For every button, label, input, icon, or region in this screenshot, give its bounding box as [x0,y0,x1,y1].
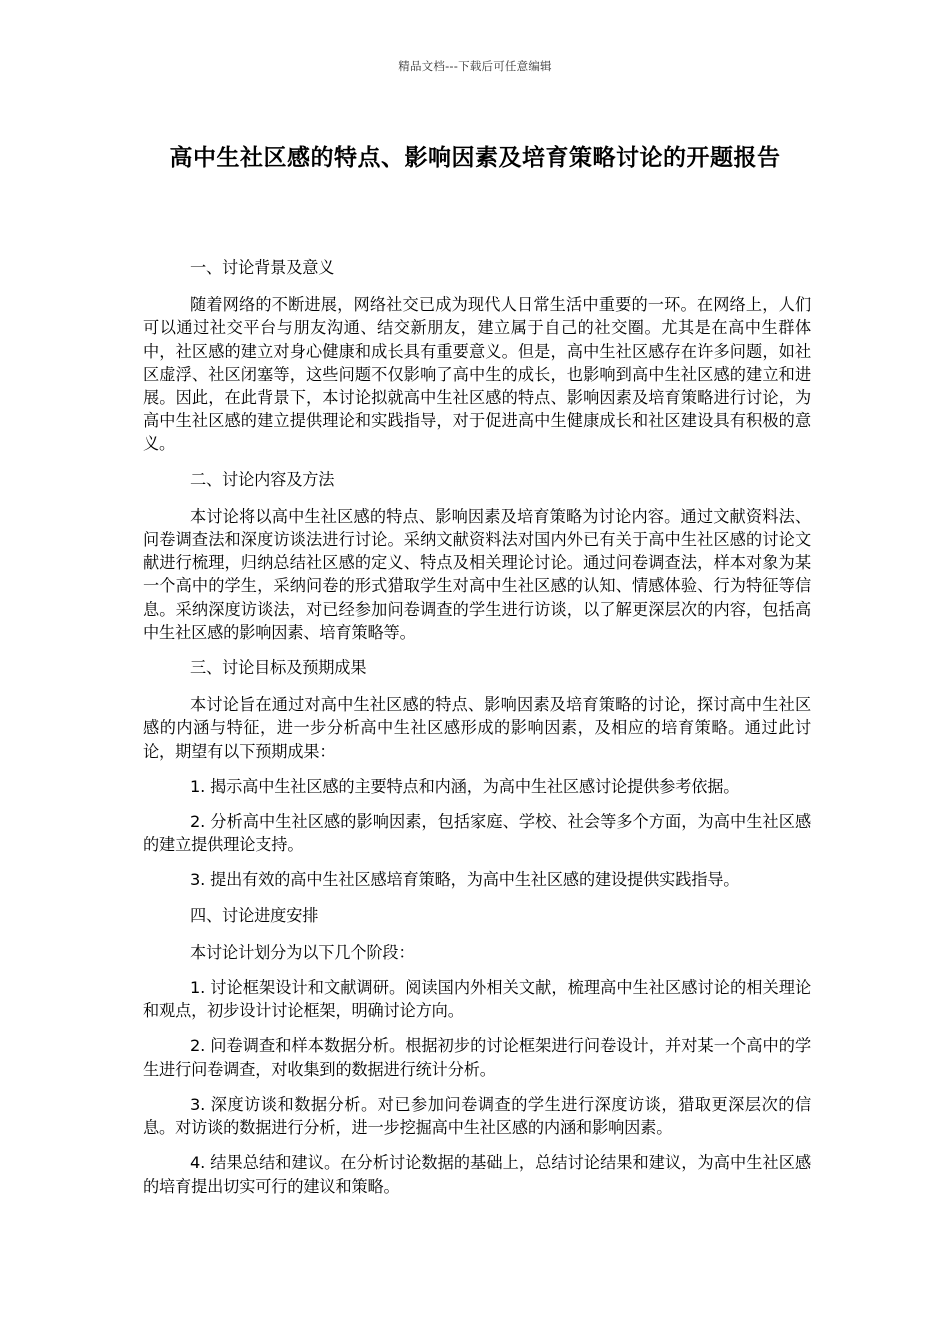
header-note: 精品文档---下载后可任意编辑 [398,59,552,73]
paragraph: 本讨论旨在通过对高中生社区感的特点、影响因素及培育策略的讨论，探讨高中生社区感的内涵与特征，进一步分析高中生社区感形成的影响因素，及相应的培育策略。通过此讨论，期望有以下预期成果： [143,695,811,761]
section-heading: 二、讨论内容及方法 [189,469,335,489]
paragraph: 本讨论将以高中生社区感的特点、影响因素及培育策略为讨论内容。通过文献资料法、问卷调查法和深度访谈法进行讨论。采纳文献资料法对国内外已有关于高中生社区感的讨论文献进行梳理，归纳总结社区感的定义、特点及相关理论讨论。通过问卷调查法，样本对象为某一个高中的学生，采纳问卷的形式猎取学生对高中生社区感的认知、情感体验、行为特征等信息。采纳深度访谈法，对已经参加问卷调查的学生进行访谈，以了解更深层次的内容，包括高中生社区感的影响因素、培育策略等。 [143,506,811,642]
paragraph: 本讨论计划分为以下几个阶段： [189,942,415,962]
document-body [143,256,811,1210]
list-item: 3. 深度访谈和数据分析。对已参加问卷调查的学生进行深度访谈，猎取更深层次的信息。对访谈的数据进行分析，进一步挖掘高中生社区感的内涵和影响因素。 [143,1094,811,1138]
paragraph: 随着网络的不断进展，网络社交已成为现代人日常生活中重要的一环。在网络上，人们可以通过社交平台与朋友沟通、结交新朋友，建立属于自己的社交圈。尤其是在高中生群体中，社区感的建立对身心健康和成长具有重要意义。但是，高中生社区感存在许多问题，如社区虚浮、社区闭塞等，这些问题不仅影响了高中生的成长，也影响到高中生社区感的建立和进展。因此，在此背景下，本讨论拟就高中生社区感的特点、影响因素及培育策略进行讨论，为高中生社区感的建立提供理论和实践指导，对于促进高中生健康成长和社区建设具有积极的意义。 [143,295,811,454]
list-item: 1. 揭示高中生社区感的主要特点和内涵，为高中生社区感讨论提供参考依据。 [189,776,740,796]
list-item: 3. 提出有效的高中生社区感培育策略，为高中生社区感的建设提供实践指导。 [189,870,740,890]
list-item: 4. 结果总结和建议。在分析讨论数据的基础上，总结讨论结果和建议，为高中生社区感的培育提出切实可行的建议和策略。 [143,1153,811,1196]
list-item: 2. 分析高中生社区感的影响因素，包括家庭、学校、社会等多个方面，为高中生社区感的建立提供理论支持。 [143,812,811,855]
section-heading: 三、讨论目标及预期成果 [189,658,367,678]
list-item: 2. 问卷调查和样本数据分析。根据初步的讨论框架进行问卷设计，并对某一个高中的学生进行问卷调查，对收集到的数据进行统计分析。 [143,1036,811,1079]
section-heading: 一、讨论背景及意义 [189,258,335,277]
list-item: 1. 讨论框架设计和文献调研。阅读国内外相关文献，梳理高中生社区感讨论的相关理论和观点，初步设计讨论框架，明确讨论方向。 [143,978,811,1021]
document-title: 高中生社区感的特点、影响因素及培育策略讨论的开题报告 [169,145,781,171]
section-heading: 四、讨论进度安排 [189,905,319,925]
